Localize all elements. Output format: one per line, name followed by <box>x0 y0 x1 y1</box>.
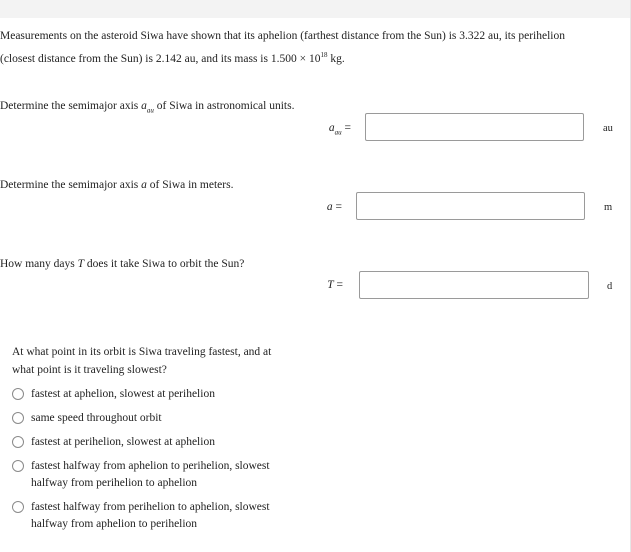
option-perihelion-fastest[interactable]: fastest at perihelion, slowest at aphelion <box>12 435 302 451</box>
intro-line-1: Measurements on the asteroid Siwa have shown that its aphelion (farthest distance from the Sun) is 3.322 au, its perihelion <box>0 30 565 42</box>
option-aphelion-fastest[interactable]: fastest at aphelion, slowest at perihelion <box>12 387 302 403</box>
top-bar <box>0 0 631 18</box>
radio-button[interactable] <box>12 501 24 513</box>
question-1-text: Determine the semimajor axis $a_{au}$ of Siwa in astronomical units. <box>0 100 295 115</box>
option-same-speed[interactable]: same speed throughout orbit <box>12 411 302 427</box>
unit-d: d <box>607 281 613 292</box>
semimajor-au-input[interactable] <box>365 113 584 141</box>
radio-button[interactable] <box>12 460 24 472</box>
question-2-text: Determine the semimajor axis a of Siwa in meters. <box>0 179 234 191</box>
option-halfway-aph-to-peri-fastest[interactable]: fastest halfway from aphelion to perihelion, slowest halfway from perihelion to aphelion <box>12 459 302 492</box>
semimajor-m-label: a = <box>326 201 342 213</box>
question-3-text: How many days T does it take Siwa to orbit the Sun? <box>0 258 245 270</box>
semimajor-m-input[interactable] <box>356 192 585 220</box>
unit-au: au <box>603 123 613 134</box>
option-halfway-peri-to-aph-fastest[interactable]: fastest halfway from perihelion to aphelion, slowest halfway from aphelion to perihelion <box>12 500 302 533</box>
radio-button[interactable] <box>12 388 24 400</box>
question-4-text: At what point in its orbit is Siwa traveling fastest, and at what point is it traveling slowest? <box>12 346 272 376</box>
intro-line-2: (closest distance from the Sun) is 2.142 au, and its mass is $1.500 \times 10^{18}$ kg. <box>0 51 345 65</box>
radio-button[interactable] <box>12 412 24 424</box>
period-input[interactable] <box>359 271 589 299</box>
problem-statement <box>0 27 610 69</box>
semimajor-au-label: $a_{au}$ = <box>328 122 351 137</box>
unit-m: m <box>604 202 613 213</box>
period-label: T = <box>327 279 343 291</box>
radio-button[interactable] <box>12 436 24 448</box>
